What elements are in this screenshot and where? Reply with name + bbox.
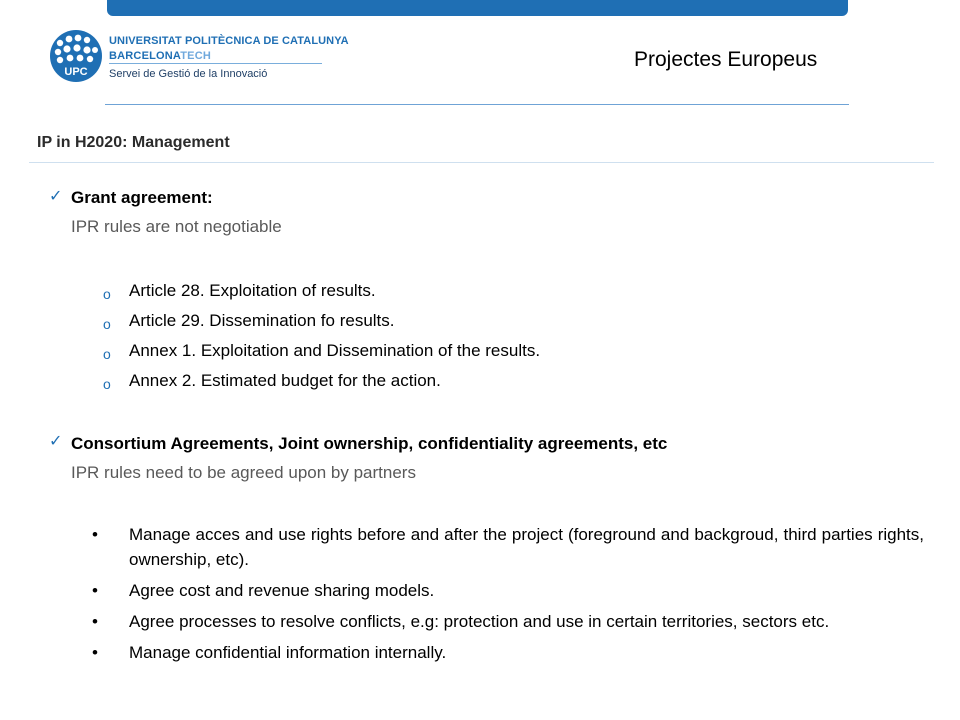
grant-agreement-list [103,279,540,399]
upc-logo-icon [50,30,102,82]
logo-service-name: Servei de Gestió de la Innovació [109,68,268,80]
list-item [103,369,540,399]
list-item [88,609,924,634]
list-item-text: Manage confidential information internally. [129,643,447,662]
logo-divider [109,63,322,64]
circle-bullet-icon: o [103,286,111,302]
logo-campus-name [109,50,211,62]
section-title: IP in H2020: Management [37,134,230,151]
circle-bullet-icon: o [103,346,111,362]
grant-agreement-heading: Grant agreement: [71,188,213,207]
upc-logo [50,30,349,86]
list-item-text: Manage acces and use rights before and after the project (foreground and backgroud, third parties rights, ownership, etc). [129,525,924,569]
consortium-agreements-list [88,522,924,671]
consortium-agreements-subtext: IPR rules need to be agreed upon by partners [71,463,416,482]
list-item [88,522,924,572]
list-item-text: Agree cost and revenue sharing models. [129,581,435,600]
list-item [88,640,924,665]
list-item [103,279,540,309]
bullet-icon: • [92,525,98,544]
list-item [103,309,540,339]
list-item [88,578,924,603]
section-divider [29,162,934,163]
bullet-icon: • [92,612,98,631]
checkmark-icon: ✓ [49,188,63,205]
list-item-text: Article 29. Dissemination fo results. [129,311,395,330]
header-divider [105,104,849,105]
logo-university-name: UNIVERSITAT POLITÈCNICA DE CATALUNYA [109,35,349,47]
bullet-icon: • [92,581,98,600]
circle-bullet-icon: o [103,316,111,332]
logo-monogram: UPC [64,66,88,78]
bullet-icon: • [92,643,98,662]
list-item-text: Agree processes to resolve conflicts, e.g: protection and use in certain territories, sectors etc. [129,612,830,631]
consortium-agreements-heading: Consortium Agreements, Joint ownership, confidentiality agreements, etc [71,434,668,453]
logo-campus-suffix: TECH [180,50,212,62]
list-item [103,339,540,369]
top-banner-bar [107,0,848,16]
list-item-text: Article 28. Exploitation of results. [129,281,376,300]
circle-bullet-icon: o [103,376,111,392]
page-header-title: Projectes Europeus [634,48,818,71]
grant-agreement-subtext: IPR rules are not negotiable [71,217,282,236]
list-item-text: Annex 2. Estimated budget for the action. [129,371,441,390]
checkmark-icon: ✓ [49,433,63,450]
list-item-text: Annex 1. Exploitation and Dissemination of the results. [129,341,541,360]
logo-campus-city: BARCELONA [109,50,181,62]
